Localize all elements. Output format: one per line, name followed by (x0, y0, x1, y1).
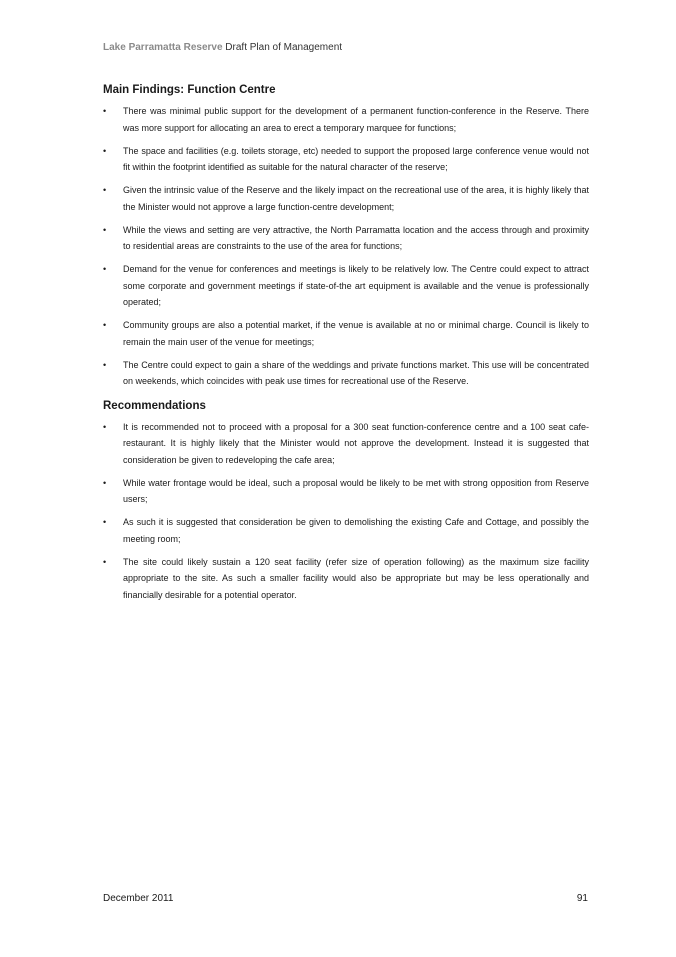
recommendations-list (103, 419, 589, 604)
list-item (103, 419, 589, 469)
list-item (103, 103, 589, 136)
list-item-text: There was minimal public support for the development of a permanent function-conference in the Reserve. There was more support for allocating an area to erect a temporary marquee for functions; (123, 106, 589, 133)
main-findings-heading: Main Findings: Function Centre (103, 84, 276, 96)
list-item-text: The site could likely sustain a 120 seat facility (refer size of operation following) as the maximum size facility appropriate to the site. As such a smaller facility would also be appropriate but may be less operationally and financially desirable for a potential operator. (123, 556, 589, 600)
list-item-text: Given the intrinsic value of the Reserve and the likely impact on the recreational use of the area, it is highly likely that the Minister would not approve a large function-centre development; (123, 185, 589, 212)
list-item-text: Demand for the venue for conferences and meetings is likely to be relatively low. The Centre could expect to attract some corporate and government meetings if state-of-the art equipment is available and the venue is professionally operated; (123, 264, 589, 307)
header-title-rest: Draft Plan of Management (222, 42, 343, 53)
bullet-icon: • (103, 264, 107, 274)
bullet-icon: • (103, 556, 107, 567)
list-item (103, 475, 589, 508)
list-item-text: The space and facilities (e.g. toilets storage, etc) needed to support the proposed large conference venue would not fit within the footprint identified as suitable for the natural character of the reserve; (123, 145, 589, 172)
bullet-icon: • (103, 185, 107, 195)
footer-date: December 2011 (103, 893, 174, 904)
list-item (103, 143, 589, 176)
list-item-text: While water frontage would be ideal, such a proposal would be likely to be met with strong opposition from Reserve users; (123, 477, 589, 504)
list-item-text: Community groups are also a potential market, if the venue is available at no or minimal charge. Council is likely to remain the main user of the venue for meetings; (123, 320, 589, 347)
bullet-icon: • (103, 359, 107, 370)
main-findings-list (103, 103, 589, 390)
page-content (103, 84, 589, 610)
list-item (103, 261, 589, 311)
list-item (103, 222, 589, 255)
footer-page-number: 91 (576, 893, 588, 904)
list-item-text: It is recommended not to proceed with a proposal for a 300 seat function-conference centre and a 100 seat cafe-restaurant. It is highly likely that the Minister would not approve the development. Instead it is suggested that consideration be given to redeveloping the cafe area; (123, 421, 589, 465)
recommendations-heading: Recommendations (103, 399, 206, 412)
bullet-icon: • (103, 477, 107, 488)
list-item-text: While the views and setting are very attractive, the North Parramatta location and the access through and proximity to residential areas are constraints to the use of the area for functions; (123, 224, 589, 251)
list-item (103, 317, 589, 350)
list-item (103, 554, 589, 604)
header-title-bold: Lake Parramatta Reserve (103, 42, 223, 53)
bullet-icon: • (103, 145, 107, 156)
list-item (103, 357, 589, 390)
bullet-icon: • (103, 421, 107, 432)
bullet-icon: • (103, 224, 107, 235)
list-item-text: The Centre could expect to gain a share of the weddings and private functions market. This use will be concentrated on weekends, which coincides with peak use times for recreational use of the Reserve. (123, 359, 589, 386)
list-item-text: As such it is suggested that consideration be given to demolishing the existing Cafe and Cottage, and possibly the meeting room; (123, 517, 589, 544)
bullet-icon: • (103, 320, 107, 330)
running-header (103, 42, 342, 53)
list-item (103, 514, 589, 547)
bullet-icon: • (103, 106, 107, 116)
list-item (103, 182, 589, 215)
bullet-icon: • (103, 517, 107, 527)
